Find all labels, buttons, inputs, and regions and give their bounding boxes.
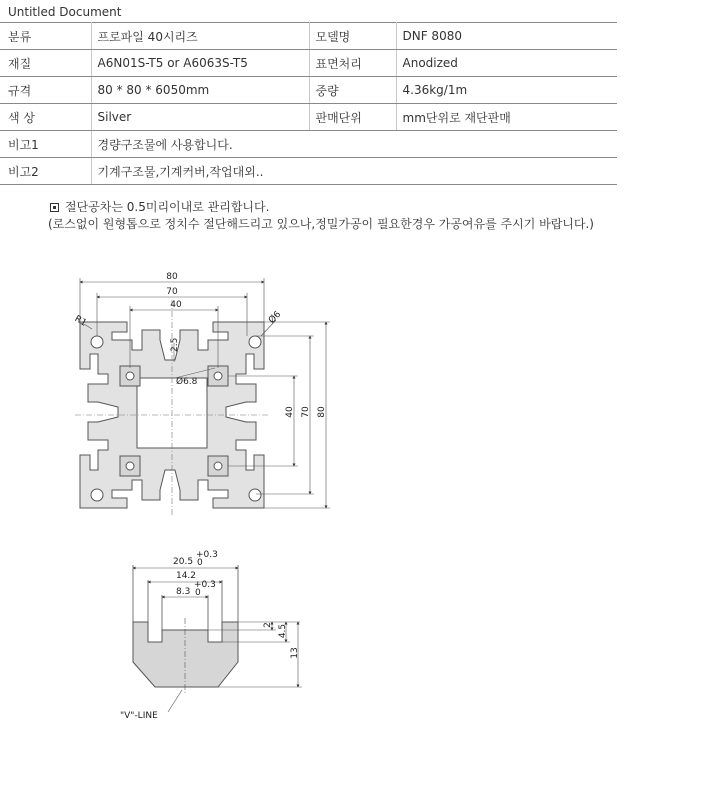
dim-slot-label: 2.5 — [170, 337, 180, 352]
spec-value: 경량구조물에 사용합니다. — [91, 131, 617, 158]
square-bullet-icon — [50, 203, 59, 212]
spec-key: 표면처리 — [309, 50, 396, 77]
dim-v40-label: 40 — [285, 406, 295, 418]
spec-value: Silver — [91, 104, 309, 131]
table-row — [0, 158, 617, 185]
profile-cross-section-drawing — [70, 262, 340, 522]
dim-r1-label: R1 — [72, 314, 89, 329]
slot-dim-low-tol-zero: 0 — [195, 588, 201, 598]
v-line-label: "V"-LINE — [120, 711, 158, 721]
slot-dim-top-tol-zero: 0 — [197, 558, 203, 568]
slot-dimension-lines — [133, 568, 302, 712]
dim-v80-label: 80 — [317, 406, 327, 418]
spec-value: 4.36kg/1m — [396, 77, 617, 104]
spec-key: 비고1 — [0, 131, 91, 158]
dim-70-label: 70 — [166, 287, 178, 297]
table-row — [0, 50, 617, 77]
spec-value: A6N01S-T5 or A6063S-T5 — [91, 50, 309, 77]
spec-value: 80 * 80 * 6050mm — [91, 77, 309, 104]
spec-value: 프로파일 40시리즈 — [91, 23, 309, 50]
spec-key: 분류 — [0, 23, 91, 50]
spec-value: DNF 8080 — [396, 23, 617, 50]
slot-detail-drawing — [110, 545, 310, 725]
slot-dim-45-label: 4.5 — [278, 623, 288, 639]
slot-dim-low-tol-plus: +0.3 — [194, 580, 216, 590]
note-line — [50, 199, 594, 216]
spec-value: Anodized — [396, 50, 617, 77]
table-row — [0, 131, 617, 158]
spec-key: 규격 — [0, 77, 91, 104]
dim-80-label: 80 — [166, 272, 178, 282]
slot-dim-low-label: 8.3 — [176, 587, 191, 597]
spec-key: 모델명 — [309, 23, 396, 50]
spec-key: 판매단위 — [309, 104, 396, 131]
note-text-1: 절단공차는 0.5미리이내로 관리합니다. — [65, 200, 270, 214]
table-row — [0, 104, 617, 131]
slot-dim-mid-label: 14.2 — [175, 571, 197, 581]
slot-dim-2-label: 2 — [263, 622, 273, 628]
dim-hole-label: Ø6 — [267, 309, 284, 326]
table-row — [0, 23, 617, 50]
cutting-notes — [50, 199, 594, 233]
spec-key: 색 상 — [0, 104, 91, 131]
document-title: Untitled Document — [8, 5, 122, 19]
note-line — [48, 216, 594, 233]
spec-value: mm단위로 재단판매 — [396, 104, 617, 131]
dim-40-label: 40 — [170, 300, 182, 310]
spec-value: 기계구조물,기계커버,작업대외.. — [91, 158, 617, 185]
spec-key: 비고2 — [0, 158, 91, 185]
note-text-2: (로스없이 원형톱으로 정치수 절단해드리고 있으나,정밀가공이 필요한경우 가공여유를 주시기 바랍니다.) — [48, 217, 594, 231]
spec-table — [0, 22, 617, 185]
spec-key: 중량 — [309, 77, 396, 104]
dim-center-label: Ø6.8 — [176, 377, 198, 387]
spec-key: 재질 — [0, 50, 91, 77]
slot-dim-top-tol-plus: +0.3 — [196, 550, 218, 560]
table-row — [0, 77, 617, 104]
slot-dim-top-label: 20.5 — [173, 557, 194, 567]
dim-v70-label: 70 — [301, 406, 311, 418]
slot-dim-13-label: 13 — [290, 647, 300, 659]
slot-profile — [133, 622, 238, 687]
